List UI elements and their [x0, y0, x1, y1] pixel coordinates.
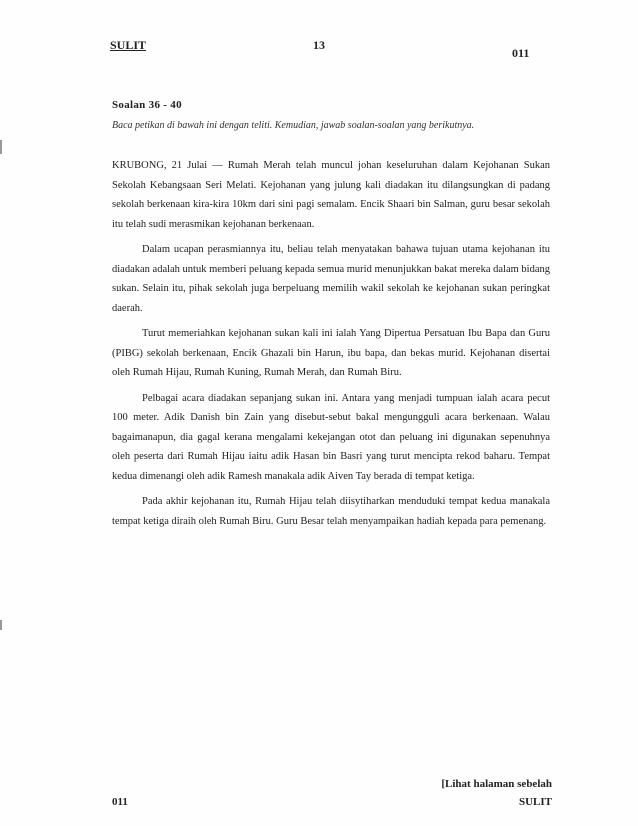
passage-paragraph: Turut memeriahkan kejohanan sukan kali ini ialah Yang Dipertua Persatuan Ibu Bapa dan Guru (PIBG) sekolah berkenaan, Encik Ghazali bin Harun, ibu bapa, dan bekas murid. Kejohanan disertai oleh Rumah Hijau, Rumah Kuning, Rumah Merah, dan Rumah Biru. — [112, 328, 550, 378]
scan-artifact — [0, 620, 2, 630]
passage-paragraph: Pada akhir kejohanan itu, Rumah Hijau telah diisytiharkan menduduki tempat kedua manakala tempat ketiga diraih oleh Rumah Biru. Guru Besar telah menyampaikan hadiah kepada para pemenang. — [112, 496, 550, 527]
footer-note-line: [Lihat halaman sebelah — [441, 778, 552, 790]
paper-code: 011 — [512, 46, 530, 60]
classification-label: SULIT — [110, 38, 147, 52]
page-header — [0, 38, 638, 62]
footer-note — [400, 775, 552, 811]
passage-paragraph: KRUBONG, 21 Julai — Rumah Merah telah muncul johan keseluruhan dalam Kejohanan Sukan Sekolah Kebangsaan Seri Melati. Kejohanan yang julung kali diadakan itu dilangsungkan di padang sekolah berkenaan kira-kira 10km dari sini pagi semalam. Encik Shaari bin Salman, guru besar sekolah itu telah sudi merasmikan kejohanan berkenaan. — [112, 160, 550, 230]
section-instruction: Baca petikan di bawah ini dengan teliti. Kemudian, jawab soalan-soalan yang berikutnya. — [112, 120, 475, 131]
passage-paragraph: Dalam ucapan perasmiannya itu, beliau telah menyatakan bahawa tujuan utama kejohanan itu diadakan adalah untuk memberi peluang kepada semua murid menunjukkan bakat mereka dalam bidang sukan. Selain itu, pihak sekolah juga berpeluang memilih wakil sekolah ke kejohanan sukan peringkat daerah. — [112, 244, 550, 314]
passage — [112, 156, 550, 537]
page-number: 13 — [313, 38, 325, 52]
section-title: Soalan 36 - 40 — [112, 99, 182, 111]
scan-artifact — [0, 140, 2, 154]
footer-paper-code: 011 — [112, 796, 128, 808]
passage-paragraph: Pelbagai acara diadakan sepanjang sukan ini. Antara yang menjadi tumpuan ialah acara pecut 100 meter. Adik Danish bin Zain yang disebut-sebut bakal mengungguli acara berkenaan. Walau bagaimanapun, dia gagal kerana mengalami kekejangan otot dan peluang ini digunakan sepenuhnya oleh peserta dari Rumah Hijau iaitu adik Hasan bin Basri yang turut mencipta rekod baharu. Tempat kedua dimenangi oleh adik Ramesh manakala adik Aiven Tay berada di tempat ketiga. — [112, 392, 550, 482]
footer-classification: SULIT — [518, 796, 552, 808]
